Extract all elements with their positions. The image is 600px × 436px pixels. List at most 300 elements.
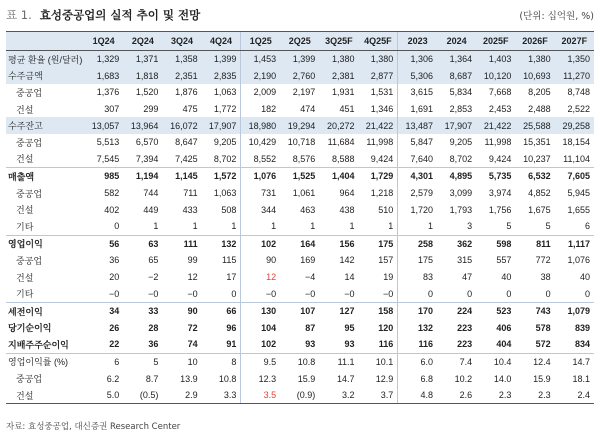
table-cell: 598 [476, 235, 515, 252]
table-cell: 7,668 [488, 87, 512, 98]
row-label: 수주금액 [6, 68, 84, 85]
table-cell: 29,258 [555, 117, 594, 134]
table-cell: (0.9) [280, 387, 319, 404]
table-cell: 8,552 [241, 151, 280, 168]
table-cell: 223 [457, 322, 473, 333]
table-cell: 63 [123, 235, 162, 252]
table-cell: 224 [437, 302, 476, 319]
table-cell: 744 [143, 188, 159, 199]
table-cell: 107 [280, 302, 319, 319]
table-row [6, 68, 594, 85]
table-cell: 7.4 [437, 353, 476, 370]
table-row [6, 353, 594, 370]
table-cell: 2,197 [292, 87, 316, 98]
table-cell: 6.8 [398, 370, 437, 387]
row-label: 중공업 [16, 87, 43, 98]
table-cell: (0.5) [123, 387, 162, 404]
table-cell: 474 [300, 104, 316, 115]
table-cell: 1,364 [437, 51, 476, 68]
table-cell: 17,907 [202, 117, 241, 134]
table-cell: 8,748 [567, 87, 590, 98]
table-row [6, 285, 594, 302]
table-cell: 18,980 [241, 117, 280, 134]
table-cell: 4.8 [398, 387, 437, 404]
table-cell: 175 [398, 252, 437, 269]
table-cell: 8,647 [175, 137, 198, 148]
table-cell: 157 [378, 255, 394, 266]
table-cell: 1,079 [555, 302, 594, 319]
table-cell: 2,835 [202, 68, 241, 85]
table-cell: 1,194 [123, 168, 162, 185]
table-cell: 1,329 [84, 51, 123, 68]
table-cell: 9.5 [241, 353, 280, 370]
table-cell: 47 [462, 272, 473, 283]
table-cell: 15.9 [297, 373, 316, 384]
row-label: 건설 [16, 154, 34, 165]
table-row [6, 370, 594, 387]
table-cell: 1,691 [398, 101, 437, 118]
table-cell: 20 [109, 272, 120, 283]
table-row [6, 101, 594, 118]
table-cell: 11.1 [319, 353, 358, 370]
table-cell: 38 [540, 272, 551, 283]
table-cell: 8,205 [528, 87, 551, 98]
table-cell: 3.3 [202, 387, 241, 404]
table-cell: 315 [457, 255, 473, 266]
table-cell: 93 [344, 339, 355, 350]
table-cell: 1,061 [292, 188, 316, 199]
table-cell: 0 [545, 288, 551, 299]
table-cell: 1 [388, 221, 394, 232]
table-cell: 15.9 [533, 373, 551, 384]
table-cell: 156 [319, 235, 358, 252]
table-cell: 90 [241, 252, 280, 269]
table-row [6, 218, 594, 235]
row-label: 당기순이익 [8, 323, 52, 334]
row-label: 영업이익 [6, 235, 84, 252]
table-cell: 9,205 [213, 137, 237, 148]
table-cell: 1,729 [359, 168, 398, 185]
table-cell: 1,076 [567, 255, 590, 266]
row-label: 지배주주순이익 [8, 339, 69, 350]
table-cell: 1,380 [319, 51, 358, 68]
table-cell: 2,522 [567, 104, 590, 115]
table-cell: 5,945 [567, 188, 590, 199]
table-cell: 36 [148, 339, 159, 350]
row-label: 평균 환율 (원/달러) [6, 51, 84, 68]
table-cell: 2,853 [449, 104, 473, 115]
table-cell: 1,675 [528, 204, 551, 215]
column-header: 1Q25 [241, 32, 280, 51]
source-note: 자료: 효성중공업, 대신증권 Research Center [6, 422, 181, 432]
table-cell: 34 [84, 302, 123, 319]
table-cell: 5 [545, 221, 551, 232]
table-cell: 2.9 [162, 387, 201, 404]
table-cell: 578 [535, 322, 551, 333]
table-cell: 1 [153, 221, 159, 232]
table-cell: 964 [339, 188, 355, 199]
table-cell: 11,998 [366, 137, 394, 148]
table-cell: 13,964 [123, 117, 162, 134]
table-cell: 132 [398, 320, 437, 337]
table-cell: 10.8 [218, 373, 237, 384]
table-cell: 8,588 [332, 153, 355, 164]
table-cell: 8,702 [213, 153, 237, 164]
row-label: 기타 [16, 289, 34, 300]
table-cell: 12 [241, 269, 280, 286]
column-header: 3Q24 [162, 32, 201, 51]
table-cell: 0 [231, 288, 237, 299]
table-cell: 0 [398, 285, 437, 302]
table-cell: 1,371 [123, 51, 162, 68]
column-header: 2023 [398, 32, 437, 51]
table-cell: 10,120 [476, 68, 515, 85]
row-label: 건설 [6, 387, 84, 404]
table-cell: 1,818 [123, 68, 162, 85]
table-cell: 66 [202, 302, 241, 319]
table-cell: 711 [183, 188, 198, 199]
table-cell: 8,576 [292, 153, 316, 164]
table-cell: 14 [344, 272, 355, 283]
table-row [6, 235, 594, 252]
table-cell: 1,117 [555, 235, 594, 252]
table-cell: 834 [574, 339, 590, 350]
row-label: 건설 [16, 205, 34, 216]
table-cell: 10,237 [523, 153, 551, 164]
table-cell: 404 [496, 339, 512, 350]
table-row [6, 51, 594, 68]
table-row [6, 168, 594, 185]
table-cell: −4 [305, 272, 316, 283]
table-cell: 438 [339, 204, 355, 215]
table-cell: 104 [241, 320, 280, 337]
table-cell: 1,076 [241, 168, 280, 185]
table-cell: 299 [143, 104, 159, 115]
table-cell: 116 [378, 339, 394, 350]
table-cell: 1,380 [515, 51, 554, 68]
table-row [6, 117, 594, 134]
table-cell: 8,687 [437, 68, 476, 85]
table-cell: 1,399 [280, 51, 319, 68]
table-cell: 1 [310, 221, 316, 232]
table-cell: 11,998 [484, 137, 512, 148]
table-cell: 2,760 [280, 68, 319, 85]
table-cell: 1,399 [202, 51, 241, 68]
table-cell: 18.1 [572, 373, 590, 384]
table-row [6, 269, 594, 286]
table-row [6, 252, 594, 269]
table-cell: 1,404 [319, 168, 358, 185]
table-cell: 3.7 [359, 387, 398, 404]
table-cell: 6,532 [515, 168, 554, 185]
table-cell: 14.7 [555, 353, 594, 370]
table-cell: 0 [114, 221, 120, 232]
table-cell: 175 [359, 235, 398, 252]
table-cell: 5,735 [476, 168, 515, 185]
table-cell: 6 [584, 221, 590, 232]
table-cell: 1,525 [280, 168, 319, 185]
table-cell: 6.0 [398, 353, 437, 370]
table-cell: 5 [123, 353, 162, 370]
table-cell: 9,424 [488, 153, 512, 164]
table-cell: 1 [349, 221, 355, 232]
table-cell: 12.3 [241, 370, 280, 387]
table-cell: −0 [382, 288, 394, 299]
table-row [6, 201, 594, 218]
table-cell: 2,351 [162, 68, 201, 85]
table-cell: −2 [148, 272, 159, 283]
table-cell: 1,063 [213, 87, 237, 98]
table-cell: 10 [162, 353, 201, 370]
table-cell: −0 [305, 288, 316, 299]
table-cell: −0 [241, 285, 280, 302]
table-cell: 6,570 [135, 137, 159, 148]
table-cell: 93 [305, 339, 316, 350]
table-cell: 1,683 [84, 68, 123, 85]
table-cell: 1,218 [370, 188, 394, 199]
table-cell: 40 [579, 272, 590, 283]
table-cell: 6 [84, 353, 123, 370]
table-cell: 2.4 [555, 387, 594, 404]
table-cell: 142 [339, 255, 355, 266]
table-cell: 1,520 [135, 87, 159, 98]
table-cell: 83 [398, 269, 437, 286]
table-cell: 10.4 [476, 353, 515, 370]
table-cell: 13.9 [180, 373, 198, 384]
row-label: 중공업 [16, 374, 43, 385]
table-cell: 402 [104, 204, 120, 215]
table-cell: 3 [467, 221, 473, 232]
row-label: 수주잔고 [6, 117, 84, 134]
table-cell: 463 [300, 204, 316, 215]
table-body [6, 51, 594, 404]
table-cell: 1,793 [449, 204, 473, 215]
table-cell: 116 [398, 336, 437, 353]
table-cell: 475 [182, 104, 198, 115]
table-cell: 36 [109, 255, 120, 266]
table-cell: 451 [339, 104, 355, 115]
table-cell: 17 [226, 272, 237, 283]
row-label: 건설 [16, 272, 34, 283]
column-header: 1Q24 [84, 32, 123, 51]
table-cell: −0 [187, 288, 198, 299]
column-header: 2025F [476, 32, 515, 51]
table-cell: 25,588 [515, 117, 554, 134]
table-cell: 5,513 [96, 137, 120, 148]
table-cell: 74 [187, 339, 198, 350]
table-cell: 4,895 [437, 168, 476, 185]
column-header: 2026F [515, 32, 554, 51]
row-label: 중공업 [16, 137, 43, 148]
table-cell: 5,834 [449, 87, 473, 98]
table-cell: 811 [515, 235, 554, 252]
row-label: 중공업 [16, 255, 43, 266]
table-cell: 10.2 [454, 373, 473, 384]
table-cell: 7,605 [555, 168, 594, 185]
row-label: 건설 [16, 104, 34, 115]
table-cell: 17,907 [437, 117, 476, 134]
table-cell: −0 [148, 288, 159, 299]
table-row [6, 151, 594, 168]
table-cell: 6.2 [106, 373, 120, 384]
table-cell: 33 [123, 302, 162, 319]
table-cell: 7,394 [135, 153, 159, 164]
table-cell: 91 [226, 339, 237, 350]
table-cell: 2,453 [488, 104, 512, 115]
table-cell: 433 [182, 204, 198, 215]
table-cell: −0 [108, 288, 120, 299]
table-cell: 557 [496, 255, 512, 266]
table-cell: 9,424 [370, 153, 394, 164]
table-cell: 12.9 [375, 373, 394, 384]
table-cell: 8,702 [449, 153, 473, 164]
row-label: 기타 [16, 221, 34, 232]
table-cell: 258 [398, 235, 437, 252]
table-cell: 1,453 [241, 51, 280, 68]
table-cell: 40 [501, 272, 512, 283]
title-row [6, 4, 594, 26]
table-cell: 1 [241, 218, 280, 235]
table-cell: 18,154 [562, 137, 590, 148]
table-cell: 13,057 [84, 117, 123, 134]
table-cell: 11,270 [555, 68, 594, 85]
table-cell: 2.3 [476, 387, 515, 404]
table-cell: 169 [300, 255, 316, 266]
table-cell: 127 [319, 302, 358, 319]
table-cell: 1,720 [398, 201, 437, 218]
table-cell: 3.2 [319, 387, 358, 404]
table-cell: 3,615 [398, 84, 437, 101]
table-cell: 1,572 [202, 168, 241, 185]
table-cell: 743 [515, 302, 554, 319]
table-cell: 28 [148, 322, 159, 333]
table-cell: −0 [344, 288, 355, 299]
table-cell: 10,429 [241, 134, 280, 151]
table-cell: 0 [467, 288, 473, 299]
table-cell: 14.0 [493, 373, 512, 384]
table-cell: 1,063 [213, 188, 237, 199]
table-cell: 120 [378, 322, 394, 333]
table-cell: 4,301 [398, 168, 437, 185]
table-row [6, 302, 594, 319]
table-cell: 182 [241, 101, 280, 118]
table-cell: 19,294 [280, 117, 319, 134]
earnings-table [6, 31, 594, 404]
table-cell: 3.5 [241, 387, 280, 404]
table-cell: 13,487 [398, 117, 437, 134]
table-cell: 1 [231, 221, 237, 232]
table-cell: 9,205 [449, 137, 473, 148]
column-header: 4Q25F [359, 32, 398, 51]
table-cell: 1,931 [332, 87, 355, 98]
column-header: 3Q25F [319, 32, 358, 51]
table-cell: 1,358 [162, 51, 201, 68]
table-cell: 19 [383, 272, 394, 283]
table-cell: 8.7 [145, 373, 159, 384]
table-cell: 2,009 [241, 84, 280, 101]
table-cell: 102 [241, 336, 280, 353]
table-row [6, 320, 594, 337]
table-cell: 21,422 [359, 117, 398, 134]
table-cell: 2,381 [319, 68, 358, 85]
table-cell: 223 [457, 339, 473, 350]
table-cell: 0 [584, 288, 590, 299]
table-cell: 1,772 [213, 104, 237, 115]
row-label: 영업이익률 (%) [6, 353, 84, 370]
table-cell: 839 [574, 322, 590, 333]
table-cell: 1,876 [175, 87, 198, 98]
table-cell: 572 [535, 339, 551, 350]
table-cell: 1,376 [96, 87, 120, 98]
table-cell: 95 [344, 322, 355, 333]
table-cell: 7,545 [96, 153, 120, 164]
table-cell: 1,531 [370, 87, 394, 98]
table-cell: 5.0 [84, 387, 123, 404]
table-row [6, 134, 594, 151]
table-cell: 90 [162, 302, 201, 319]
table-cell: 1,756 [488, 204, 512, 215]
table-cell: 985 [84, 168, 123, 185]
table-cell: 96 [226, 322, 237, 333]
table-cell: 1,145 [162, 168, 201, 185]
table-cell: 2,488 [528, 104, 551, 115]
table-cell: 1 [398, 218, 437, 235]
table-cell: 12.4 [515, 353, 554, 370]
column-header: 2024 [437, 32, 476, 51]
table-cell: 2.6 [437, 387, 476, 404]
row-label: 세전이익 [6, 302, 84, 319]
table-cell: 582 [104, 188, 120, 199]
table-cell: 102 [241, 235, 280, 252]
table-cell: 1,403 [476, 51, 515, 68]
table-cell: 2,190 [241, 68, 280, 85]
table-cell: 4,852 [528, 188, 551, 199]
table-cell: 1,380 [359, 51, 398, 68]
table-cell: 87 [305, 322, 316, 333]
table-cell: 362 [437, 235, 476, 252]
column-header: 2027F [555, 32, 594, 51]
table-cell: 10.8 [280, 353, 319, 370]
table-cell: 5,306 [398, 68, 437, 85]
row-label: 매출액 [6, 168, 84, 185]
table-cell: 2,579 [398, 185, 437, 202]
table-cell: 1,346 [370, 104, 394, 115]
table-cell: 8 [202, 353, 241, 370]
table-cell: 115 [222, 255, 237, 266]
table-cell: 16,072 [162, 117, 201, 134]
table-cell: 307 [104, 104, 120, 115]
table-cell: 10,693 [515, 68, 554, 85]
table-header-row [6, 32, 594, 51]
table-cell: 772 [535, 255, 551, 266]
header-label-cell [6, 32, 84, 51]
table-row [6, 185, 594, 202]
table-title-text: 효성중공업의 실적 추이 및 전망 [39, 8, 201, 22]
table-cell: 26 [109, 322, 120, 333]
table-row [6, 387, 594, 404]
table-cell: 20,272 [319, 117, 358, 134]
table-cell: 5,847 [398, 134, 437, 151]
table-cell: 11,684 [327, 137, 355, 148]
table-cell: 21,422 [476, 117, 515, 134]
table-cell: 11,104 [563, 153, 590, 164]
table-cell: 7,425 [175, 153, 198, 164]
table-cell: 1,350 [555, 51, 594, 68]
table-cell: 2,877 [359, 68, 398, 85]
table-cell: 0 [506, 288, 512, 299]
table-cell: 2.3 [515, 387, 554, 404]
table-cell: 132 [202, 235, 241, 252]
